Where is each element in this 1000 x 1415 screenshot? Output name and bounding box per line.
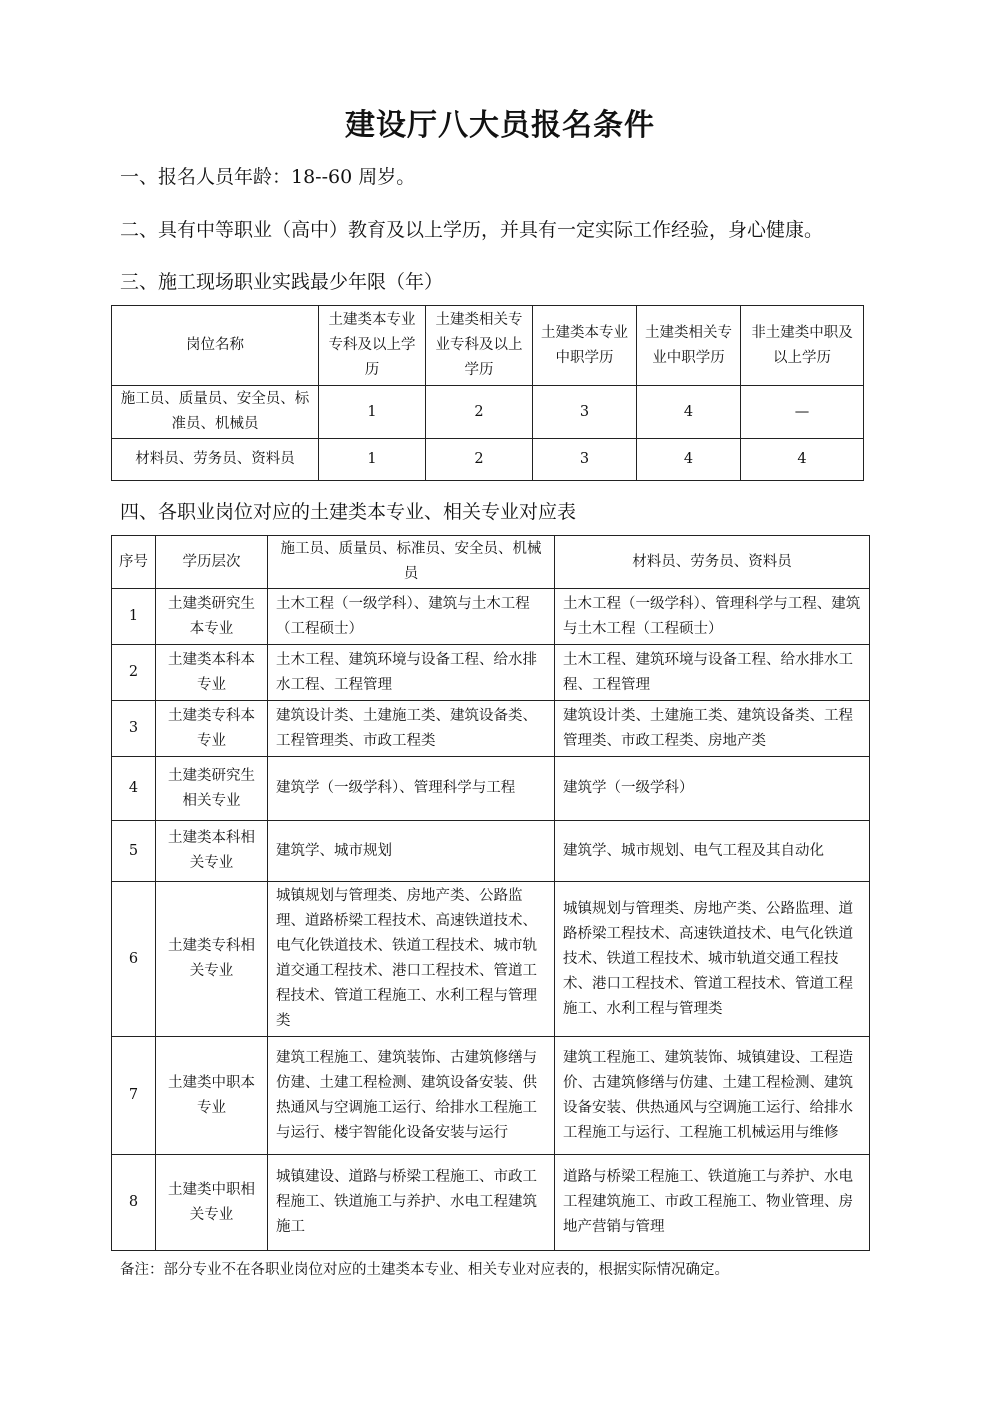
footnote: 备注：部分专业不在各职业岗位对应的土建类本专业、相关专业对应表的，根据实际情况确定。 [120, 1262, 729, 1278]
table-row [112, 821, 870, 882]
row-number: 1 [112, 589, 156, 645]
row-number: 7 [112, 1037, 156, 1155]
majors-construction-roles: 建筑工程施工、建筑装饰、古建筑修缮与仿建、土建工程检测、建筑设备安装、供热通风与空调施工运行、给排水工程施工与运行、楼宇智能化设备安装与运行 [268, 1037, 555, 1155]
majors-construction-roles: 城镇规划与管理类、房地产类、公路监理、道路桥梁工程技术、高速铁道技术、电气化铁道技术、铁道工程技术、城市轨道交通工程技术、港口工程技术、管道工程技术、管道工程施工、水利工程与管理类 [268, 882, 555, 1037]
table-row [112, 589, 870, 645]
majors-material-roles: 土木工程、建筑环境与设备工程、给水排水工程、工程管理 [555, 645, 870, 701]
education-level: 土建类中职相关专业 [156, 1155, 268, 1251]
majors-construction-roles: 建筑设计类、土建施工类、建筑设备类、工程管理类、市政工程类 [268, 701, 555, 757]
majors-construction-roles: 土木工程（一级学科）、建筑与土木工程（工程硕士） [268, 589, 555, 645]
header-cell: 非土建类中职及以上学历 [741, 306, 864, 386]
majors-construction-roles: 建筑学、城市规划 [268, 821, 555, 882]
header-cell: 土建类相关专业专科及以上学历 [426, 306, 533, 386]
item-age: 一、报名人员年龄：18--60 周岁。 [120, 166, 416, 188]
header-cell: 材料员、劳务员、资料员 [555, 536, 870, 589]
education-level: 土建类研究生相关专业 [156, 757, 268, 821]
table-row [112, 757, 870, 821]
header-cell: 岗位名称 [112, 306, 319, 386]
education-level: 土建类专科相关专业 [156, 882, 268, 1037]
table-cell: 3 [533, 386, 637, 439]
majors-material-roles: 建筑工程施工、建筑装饰、城镇建设、工程造价、古建筑修缮与仿建、土建工程检测、建筑设备安装、供热通风与空调施工运行、给排水工程施工与运行、工程施工机械运用与维修 [555, 1037, 870, 1155]
majors-construction-roles: 建筑学（一级学科）、管理科学与工程 [268, 757, 555, 821]
table-row [112, 1155, 870, 1251]
education-level: 土建类专科本专业 [156, 701, 268, 757]
table-cell: 1 [319, 439, 426, 481]
education-level: 土建类本科本专业 [156, 645, 268, 701]
header-cell: 土建类相关专业中职学历 [637, 306, 741, 386]
header-cell: 土建类本专业中职学历 [533, 306, 637, 386]
majors-material-roles: 建筑学（一级学科） [555, 757, 870, 821]
row-number: 8 [112, 1155, 156, 1251]
row-number: 5 [112, 821, 156, 882]
majors-material-roles: 道路与桥梁工程施工、铁道施工与养护、水电工程建筑施工、市政工程施工、物业管理、房地产营销与管理 [555, 1155, 870, 1251]
majors-material-roles: 建筑设计类、土建施工类、建筑设备类、工程管理类、市政工程类、房地产类 [555, 701, 870, 757]
majors-material-roles: 城镇规划与管理类、房地产类、公路监理、道路桥梁工程技术、高速铁道技术、电气化铁道技术、铁道工程技术、城市轨道交通工程技术、港口工程技术、管道工程技术、管道工程施工、水利工程与管理类 [555, 882, 870, 1037]
table-cell: — [741, 386, 864, 439]
table-cell: 1 [319, 386, 426, 439]
item-practice-years-heading: 三、施工现场职业实践最少年限（年） [120, 271, 444, 293]
table-cell: 4 [637, 439, 741, 481]
row-number: 6 [112, 882, 156, 1037]
table-row [112, 645, 870, 701]
table-cell: 4 [637, 386, 741, 439]
table-cell: 3 [533, 439, 637, 481]
item-major-mapping-heading: 四、各职业岗位对应的土建类本专业、相关专业对应表 [120, 501, 577, 523]
page-title: 建设厅八大员报名条件 [345, 108, 655, 143]
education-level: 土建类研究生本专业 [156, 589, 268, 645]
header-cell: 施工员、质量员、标准员、安全员、机械员 [268, 536, 555, 589]
table-row [112, 439, 864, 481]
table-cell: 4 [741, 439, 864, 481]
table-header-row [112, 536, 870, 589]
majors-construction-roles: 土木工程、建筑环境与设备工程、给水排水工程、工程管理 [268, 645, 555, 701]
item-education: 二、具有中等职业（高中）教育及以上学历，并具有一定实际工作经验，身心健康。 [120, 219, 824, 241]
table-header-row [112, 306, 864, 386]
header-cell: 序号 [112, 536, 156, 589]
table-row [112, 1037, 870, 1155]
majors-construction-roles: 城镇建设、道路与桥梁工程施工、市政工程施工、铁道施工与养护、水电工程建筑施工 [268, 1155, 555, 1251]
row-number: 2 [112, 645, 156, 701]
education-level: 土建类中职本专业 [156, 1037, 268, 1155]
table-cell: 施工员、质量员、安全员、标准员、机械员 [112, 386, 319, 439]
table-cell: 材料员、劳务员、资料员 [112, 439, 319, 481]
row-number: 4 [112, 757, 156, 821]
education-level: 土建类本科相关专业 [156, 821, 268, 882]
header-cell: 土建类本专业专科及以上学历 [319, 306, 426, 386]
table-cell: 2 [426, 386, 533, 439]
table-cell: 2 [426, 439, 533, 481]
row-number: 3 [112, 701, 156, 757]
practice-years-table [111, 305, 864, 481]
header-cell: 学历层次 [156, 536, 268, 589]
major-mapping-table [111, 535, 870, 1251]
majors-material-roles: 建筑学、城市规划、电气工程及其自动化 [555, 821, 870, 882]
table-row [112, 386, 864, 439]
table-row [112, 882, 870, 1037]
table-row [112, 701, 870, 757]
majors-material-roles: 土木工程（一级学科）、管理科学与工程、建筑与土木工程（工程硕士） [555, 589, 870, 645]
